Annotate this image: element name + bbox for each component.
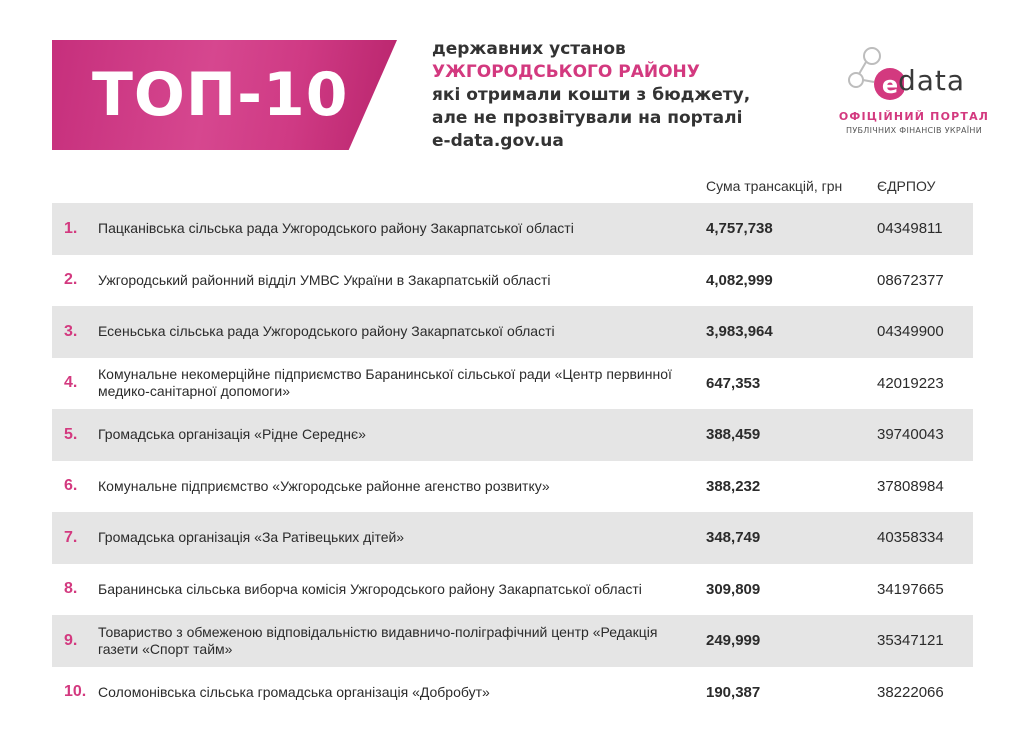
row-code: 37808984 <box>877 477 944 495</box>
row-rank: 8. <box>64 580 78 598</box>
code-column-header: ЄДРПОУ <box>877 178 936 194</box>
table-row <box>52 615 973 667</box>
row-name: Пацканівська сільська рада Ужгородського району Закарпатської області <box>98 220 574 237</box>
subtitle-region: УЖГОРОДСЬКОГО РАЙОНУ <box>432 62 700 82</box>
row-name: Баранинська сільська виборча комісія Ужгородського району Закарпатської області <box>98 580 642 597</box>
row-code: 42019223 <box>877 374 944 392</box>
ranking-table <box>52 203 973 718</box>
row-code: 08672377 <box>877 271 944 289</box>
row-rank: 1. <box>64 219 78 237</box>
table-row <box>52 564 973 616</box>
row-rank: 2. <box>64 271 78 289</box>
row-name: Ужгородський районний відділ УМВС України в Закарпатській області <box>98 271 551 288</box>
edata-network-icon <box>844 44 904 104</box>
row-sum: 249,999 <box>706 632 761 650</box>
row-rank: 6. <box>64 477 78 495</box>
table-row <box>52 255 973 307</box>
row-sum: 388,232 <box>706 477 761 495</box>
row-code: 35347121 <box>877 632 944 650</box>
row-name: Товариство з обмеженою відповідальністю видавничо-поліграфічний центр «Редакція газети «Спорт тайм» <box>98 623 658 657</box>
table-row <box>52 512 973 564</box>
sum-column-header: Сума трансакцій, грн <box>706 178 843 194</box>
logo-word: data <box>898 64 966 97</box>
row-code: 04349811 <box>877 220 943 238</box>
subtitle-line: які отримали кошти з бюджету, <box>432 85 751 105</box>
row-sum: 3,983,964 <box>706 323 773 341</box>
row-rank: 3. <box>64 322 78 340</box>
edata-logo <box>834 44 994 144</box>
row-sum: 309,809 <box>706 580 761 598</box>
row-sum: 647,353 <box>706 374 761 392</box>
logo-letter: e <box>881 71 899 99</box>
logo-subcaption: ПУБЛІЧНИХ ФІНАНСІВ УКРАЇНИ <box>846 126 982 135</box>
row-code: 38222066 <box>877 683 944 701</box>
logo-caption: ОФІЦІЙНИЙ ПОРТАЛ <box>838 110 990 123</box>
subtitle-line: але не прозвітували на порталі <box>432 108 743 128</box>
row-name: Соломонівська сільська громадська організація «Добробут» <box>98 683 490 700</box>
row-rank: 5. <box>64 425 78 443</box>
row-sum: 388,459 <box>706 426 761 444</box>
table-row <box>52 306 973 358</box>
table-row <box>52 667 973 719</box>
row-code: 34197665 <box>877 580 944 598</box>
table-row <box>52 409 973 461</box>
row-code: 40358334 <box>877 529 944 547</box>
table-row <box>52 358 973 410</box>
row-rank: 4. <box>64 374 78 392</box>
subtitle-line: державних установ <box>432 39 626 59</box>
row-name: Есеньська сільська рада Ужгородського району Закарпатської області <box>98 323 555 340</box>
row-sum: 190,387 <box>706 683 761 701</box>
row-rank: 10. <box>64 683 87 701</box>
row-rank: 9. <box>64 631 78 649</box>
row-name: Громадська організація «За Ратівецьких дітей» <box>98 529 405 546</box>
row-code: 39740043 <box>877 426 944 444</box>
subtitle-url: e-data.gov.ua <box>432 131 564 151</box>
row-sum: 4,757,738 <box>706 220 773 238</box>
row-sum: 4,082,999 <box>706 271 773 289</box>
row-rank: 7. <box>64 528 78 546</box>
subtitle <box>432 38 752 153</box>
table-row <box>52 461 973 513</box>
row-code: 04349900 <box>877 323 944 341</box>
row-sum: 348,749 <box>706 529 761 547</box>
row-name: Комунальне підприємство «Ужгородське районне агенство розвитку» <box>98 477 550 494</box>
row-name: Комунальне некомерційне підприємство Баранинської сільської ради «Центр первинної медико-санітарної допомоги» <box>98 366 672 400</box>
row-name: Громадська організація «Рідне Середнє» <box>98 426 366 443</box>
banner-title: ТОП-10 <box>92 60 349 130</box>
table-row <box>52 203 973 255</box>
